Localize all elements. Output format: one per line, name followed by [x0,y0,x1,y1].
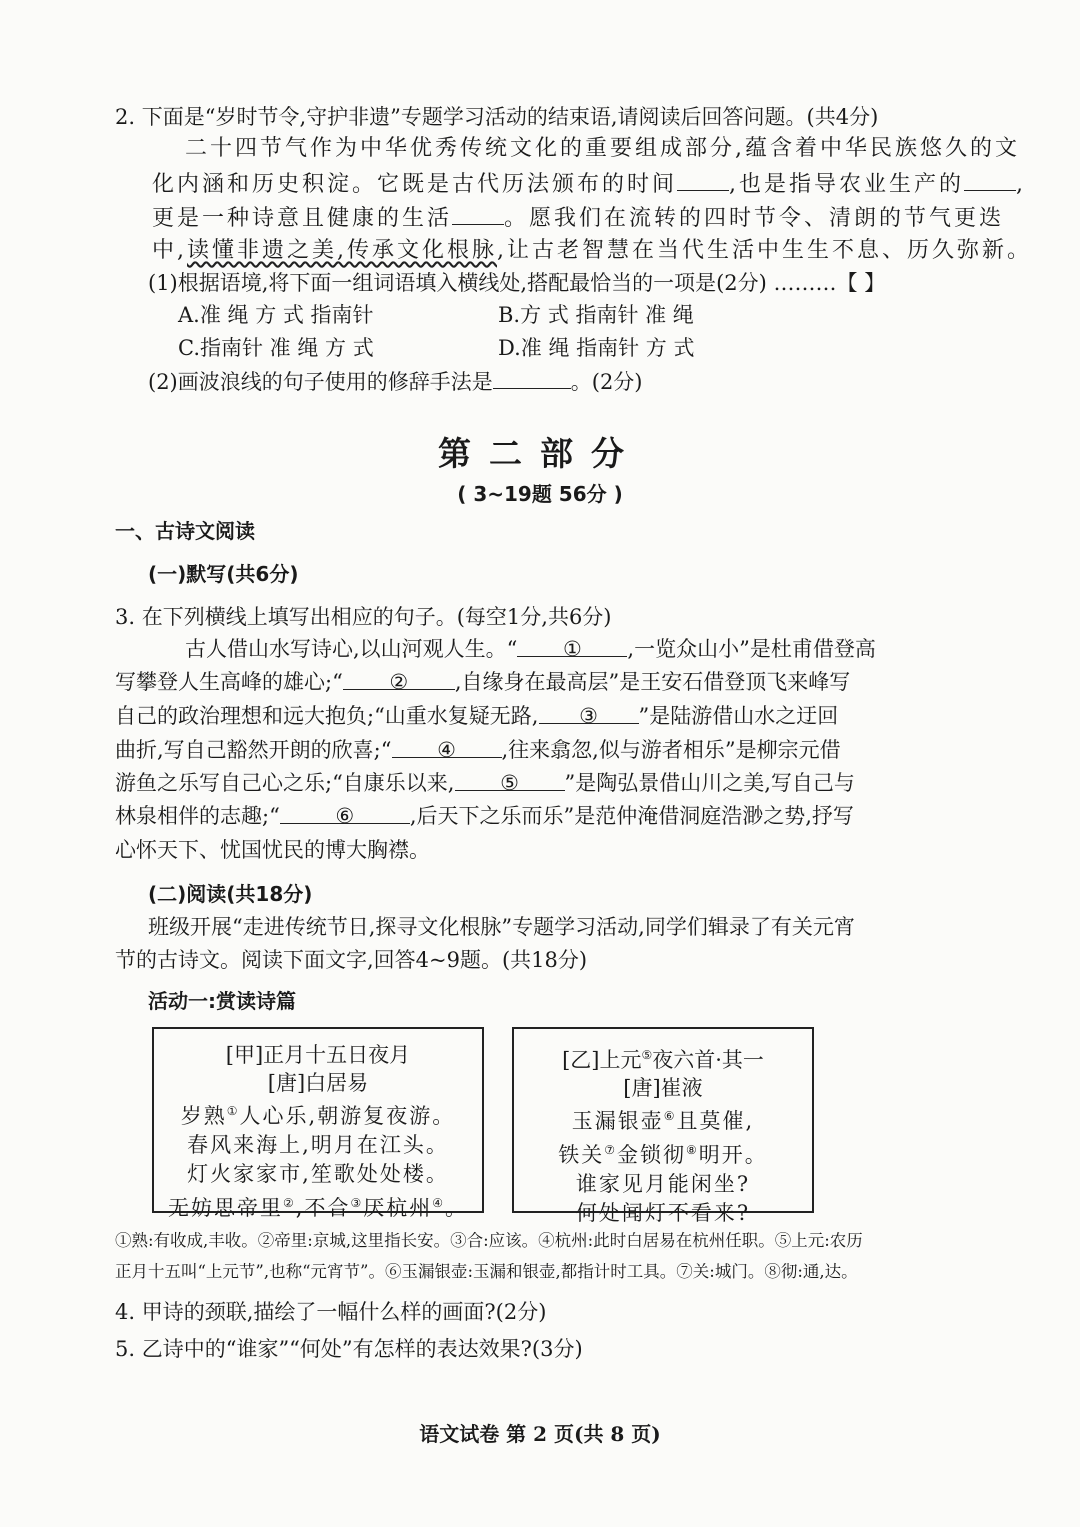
reading-intro-1: 班级开展“走进传统节日,探寻文化根脉”专题学习活动,同学们辑录了有关元宵 [148,915,855,939]
q3-line1: 古人借山水写诗心,以山河观人生。“ ① ,一览众山小”是杜甫借登高 [185,634,876,664]
poem-a-title: [甲]正月十五日夜月 [225,1043,411,1067]
blank-agri[interactable] [964,168,1016,191]
activity1-title: 活动一:赏读诗篇 [148,989,296,1013]
q2-stem: 2. 下面是“岁时节令,守护非遗”专题学习活动的结束语,请阅读后回答问题。(共4分) [115,105,879,129]
q2-passage-line1: 二十四节气作为中华优秀传统文化的重要组成部分,蕴含着中华民族悠久的文 [185,136,1020,161]
q2-passage-line2: 化内涵和历史积淀。它既是古代历法颁布的时间 ,也是指导农业生产的 , [152,168,1026,200]
page-footer: 语文试卷 第 2 页(共 8 页) [419,1422,661,1446]
poem-b-line4: 何处闻灯不看来? [575,1201,751,1225]
poem-b-author: [唐]崔液 [623,1076,703,1100]
q3-line2: 写攀登人生高峰的雄心;“ ② ,自缘身在最高层”是王安石借登顶飞来峰写 [115,667,850,697]
q2-passage-line3: 更是一种诗意且健康的生活 。愿我们在流转的四时节令、清朗的节气更迭 [152,202,1004,234]
poem-b-title: [乙]上元⑤夜六首·其一 [562,1048,764,1072]
q3-line5: 游鱼之乐写自己心之乐;“自康乐以来, ⑤ ”是陶弘景借山川之美,写自己与 [115,768,855,798]
notes-line1: ①熟:有收成,丰收。②帝里:京城,这里指长安。③合:应该。④杭州:此时白居易在杭州任职。⑤上元:农历 [115,1231,863,1250]
q3-line3: 自己的政治理想和远大抱负;“山重水复疑无路, ③ ”是陆游借山水之迂回 [115,701,838,731]
wavy-sentence: 读懂非遗之美,传承文化根脉 [187,238,497,263]
option-a[interactable]: A.准 绳 方 式 指南针 [178,303,374,327]
poem-a-author: [唐]白居易 [267,1071,369,1095]
poem-b-line2: 铁关⑦金锁彻⑧明开。 [558,1143,768,1167]
part2-range: ( 3~19题 56分 ) [457,482,623,506]
blank-time[interactable] [677,168,729,191]
option-d[interactable]: D.准 绳 指南针 方 式 [498,336,695,360]
blank-6[interactable]: ⑥ [280,801,410,824]
blank-2[interactable]: ② [343,667,455,690]
q2-sub2: (2)画波浪线的句子使用的修辞手法是 。(2分) [148,366,643,397]
q5: 5. 乙诗中的“谁家”“何处”有怎样的表达效果?(3分) [115,1337,583,1361]
blank-5[interactable]: ⑤ [455,768,565,791]
option-b[interactable]: B.方 式 指南针 准 绳 [498,303,694,327]
part2-title: 第二部分 [438,434,642,473]
option-c[interactable]: C.指南针 准 绳 方 式 [178,336,374,360]
q2-passage-line4: 中,读懂非遗之美,传承文化根脉,让古老智慧在当代生活中生生不息、历久弥新。 [152,238,1032,263]
poem-b-box [512,1027,814,1225]
notes-line2: 正月十五叫“上元节”,也称“元宵节”。⑥玉漏银壶:玉漏和银壶,都指计时工具。⑦关:城门。⑧彻:通,达。 [115,1262,858,1281]
q3-line6: 林泉相伴的志趣;“ ⑥ ,后天下之乐而乐”是范仲淹借洞庭浩渺之势,抒写 [115,801,854,831]
section-classical-reading: 一、古诗文阅读 [115,519,255,543]
q3-line4: 曲折,写自己豁然开朗的欣喜;“ ④ ,往来翕忽,似与游者相乐”是柳宗元借 [115,735,841,765]
q4: 4. 甲诗的颈联,描绘了一幅什么样的画面?(2分) [115,1300,547,1324]
reading-intro-2: 节的古诗文。阅读下面文字,回答4~9题。(共18分) [115,948,588,972]
blank-life[interactable] [452,202,504,225]
blank-1[interactable]: ① [517,634,627,657]
poem-a-box [152,1027,484,1220]
sub-dictation: (一)默写(共6分) [148,562,299,586]
poem-a-line2: 春风来海上,明月在江头。 [187,1133,449,1157]
q2-sub1: (1)根据语境,将下面一组词语填入横线处,搭配最恰当的一项是(2分) ………【 】 [148,271,886,295]
blank-rhetoric[interactable] [493,366,571,389]
poem-a-line4: 无妨思帝里②,不合③厌杭州④。 [168,1196,468,1220]
sub-reading: (二)阅读(共18分) [148,882,313,906]
poem-a-line3: 灯火家家市,笙歌处处楼。 [187,1162,449,1186]
poem-b-line1: 玉漏银壶⑥且莫催, [571,1109,755,1133]
blank-3[interactable]: ③ [539,701,639,724]
q3-stem: 3. 在下列横线上填写出相应的句子。(每空1分,共6分) [115,605,612,629]
poem-b-line3: 谁家见月能闲坐? [575,1172,751,1196]
q3-line7: 心怀天下、忧国忧民的博大胸襟。 [115,838,430,862]
blank-4[interactable]: ④ [392,735,502,758]
poem-a-line1: 岁熟①人心乐,朝游复夜游。 [180,1104,456,1128]
